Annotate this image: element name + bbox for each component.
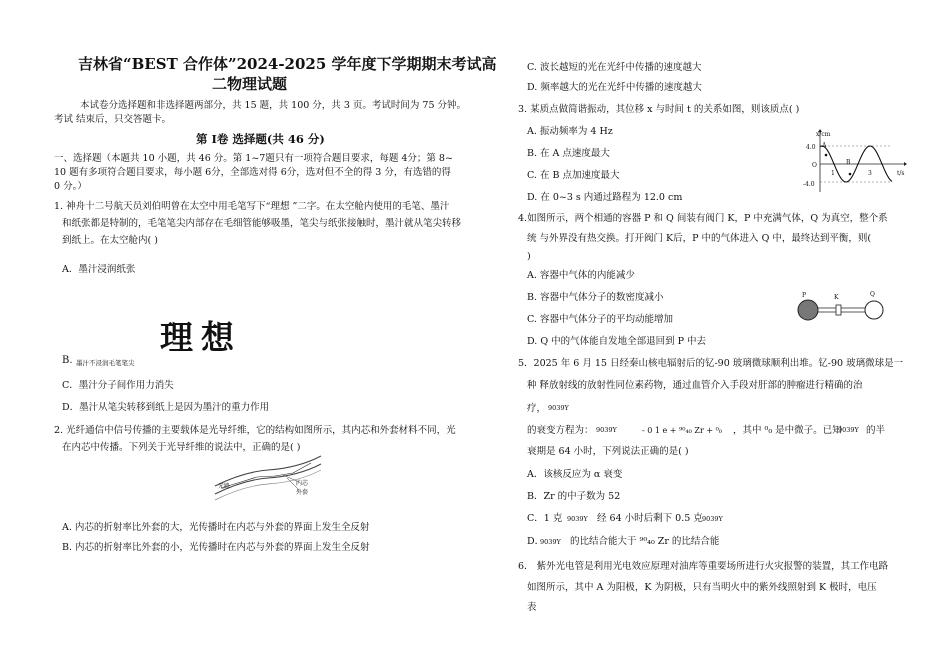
graph-point-b: B [846,159,851,166]
section-instr-line1: 一、选择题（本题共 10 小题，共 46 分。第 1~7题只有一项符合题目要求，每题 4分；第 8~ [54,153,453,164]
q2-option-b: B. 内芯的折射率比外套的小，光传播时在内芯与外套的界面上发生全反射 [62,542,370,553]
exam-title-line2: 二物理试题 [212,75,288,93]
intro-line2: 考试 结束后，只交答题卡。 [54,114,172,125]
q3-option-a: A. 振动频率为 4 Hz [527,126,613,137]
q3-option-b: B. 在 A 点速度最大 [527,148,610,159]
graph-tick-1: 1 [831,170,835,177]
q6-line3: 表 [527,602,537,613]
nuclide-y-3: 9039Y [838,426,859,434]
containers-diagram [796,298,888,324]
q3-option-d: D. 在 0~3 s 内通过路程为 12.0 cm [527,192,683,203]
intro-line1: 本试卷分选择题和非选择题两部分，共 15 题，共 100 分，共 3 页。考试时间为 75 分钟。 [80,100,467,111]
section-instr-line2: 10 题有多项符合题目要求，每小题 6分，全部选对得 6分，选对但不全的得 3 分，有选错的得 [54,167,451,178]
q5-eq-prefix: 的衰变方程为： [527,425,594,436]
q5-line1: 5．2025 年 6 月 15 日经秦山核电辐射后的钇-90 玻璃微球顺利出堆。钇-90 玻璃微球是一 [518,358,904,369]
q1-line3: 到纸上。在太空舱内( ) [62,235,158,246]
nuclide-y-1: 9039Y [548,404,569,412]
q5-eq-tail: 的半 [866,425,886,436]
q3-option-c: C. 在 B 点加速度最大 [527,170,620,181]
q5-eq-mid: - 0 1 e + ⁹⁰₄₀ Zr + ⁰₀ [642,426,722,435]
q4-option-a: A. 容器中气体的内能减少 [527,270,635,281]
q1-line1: 1. 神舟十二号航天员刘伯明曾在太空中用毛笔写下“理想 ”二字。在太空舱内使用的毛笔、墨汁 [54,201,450,212]
q5-line2: 种 释放射线的放射性同位素药物，通过血管介入手段对肝部的肿瘤进行精确的治 [527,380,863,391]
graph-tick-3: 3 [868,170,872,177]
q1-option-b-text: 墨汁不浸润毛笔笔尖 [76,359,135,367]
q2-option-c: C. 波长越短的光在光纤中传播的速度越大 [527,62,702,73]
fig-label-p: P [802,292,807,299]
q5-option-c-a: C．1 克 [527,513,563,524]
q1-option-c: C．墨汁分子间作用力消失 [62,380,174,391]
q2-line2: 在内芯中传播。下列关于光导纤维的说法中，正确的是( ) [62,442,301,453]
section-heading: 第 Ⅰ卷 选择题(共 46 分) [196,132,325,146]
q2-line1: 2. 光纤通信中信号传播的主要载体是光导纤维，它的结构如图所示，其内芯和外套材料不同，光 [54,425,456,436]
fiber-label-light: 光路 [218,483,231,490]
section-instr-line3: 0 分。） [54,181,87,192]
nuclide-y-4: 9039Y [567,515,588,523]
graph-xlabel: t/s [897,170,905,177]
graph-point-a: A [822,142,827,149]
graph-ylabel: x/cm [816,131,831,138]
graph-origin: O [812,162,817,169]
fiber-label-core: 内芯 [296,480,309,487]
exam-title-line1: 吉林省“BEST 合作体”2024-2025 学年度下学期期末考试高 [78,55,497,73]
q5-option-d-b: 的比结合能大于 ⁹⁰₄₀ Zr 的比结合能 [570,536,720,547]
q5-option-c-b: 经 64 小时后剩下 0.5 克 [597,513,703,524]
graph-amp-pos: 4.0 [806,144,816,151]
nuclide-y-2: 9039Y [596,426,617,434]
q5-line5: 衰期是 64 小时，下列说法正确的是( ) [527,446,689,457]
nuclide-y-6: 9039Y [540,538,561,546]
fig-label-q: Q [870,291,875,298]
q5-option-d-a: D． [527,536,545,547]
q5-line3: 疗， [527,403,547,414]
q2-option-a: A. 内芯的折射率比外套的大，光传播时在内芯与外套的界面上发生全反射 [62,522,370,533]
q1-option-a: A．墨汁浸润纸张 [62,264,136,275]
q6-line1: 6． 紫外光电管是利用光电效应原理对油库等重要场所进行火灾报警的装置，其工作电路 [518,561,889,572]
q2-option-d: D. 频率越大的光在光纤中传播的速度越大 [527,82,702,93]
q1-option-d: D．墨汁从笔尖转移到纸上是因为墨汁的重力作用 [62,402,270,413]
graph-amp-neg: -4.0 [803,181,815,188]
q4-option-d: D. Q 中的气体能自发地全部退回到 P 中去 [527,336,707,347]
fiber-label-clad: 外套 [296,489,309,496]
q4-option-b: B. 容器中气体分子的数密度减小 [527,292,664,303]
q5-option-a: A．该核反应为 α 衰变 [527,469,623,480]
q5-eq-suffix: ，其中 ⁰₀ 是中微子。已知 [733,425,842,436]
q4-option-c: C. 容器中气体分子的平均动能增加 [527,314,673,325]
q4-line3: ) [527,251,531,262]
q1-line2: 和纸张都是特制的，毛笔笔尖内部存在毛细管能够吸墨，笔尖与纸张接触时，墨汁就从笔尖转移 [62,218,462,229]
q4-line2: 统 与外界没有热交换。打开阀门 K后，P 中的气体进入 Q 中，最终达到平衡，则( [527,233,872,244]
q4-line1: 4.如图所示，两个相通的容器 P 和 Q 间装有阀门 K，P 中充满气体，Q 为真空，整个系 [518,213,888,224]
fig-label-k: K [834,294,839,301]
nuclide-y-5: 9039Y [702,515,723,523]
q6-line2: 如图所示，其中 A 为阳极，K 为阴极，只有当明火中的紫外线照射到 K 极时，电压 [527,582,877,593]
q5-option-b: B．Zr 的中子数为 52 [527,491,621,502]
calligraphy-image: 理想 [160,318,242,357]
q1-option-b-label: B. [62,355,73,366]
q3-stem: 3. 某质点做简谐振动，其位移 x 与时间 t 的关系如图，则该质点( ) [518,104,800,115]
